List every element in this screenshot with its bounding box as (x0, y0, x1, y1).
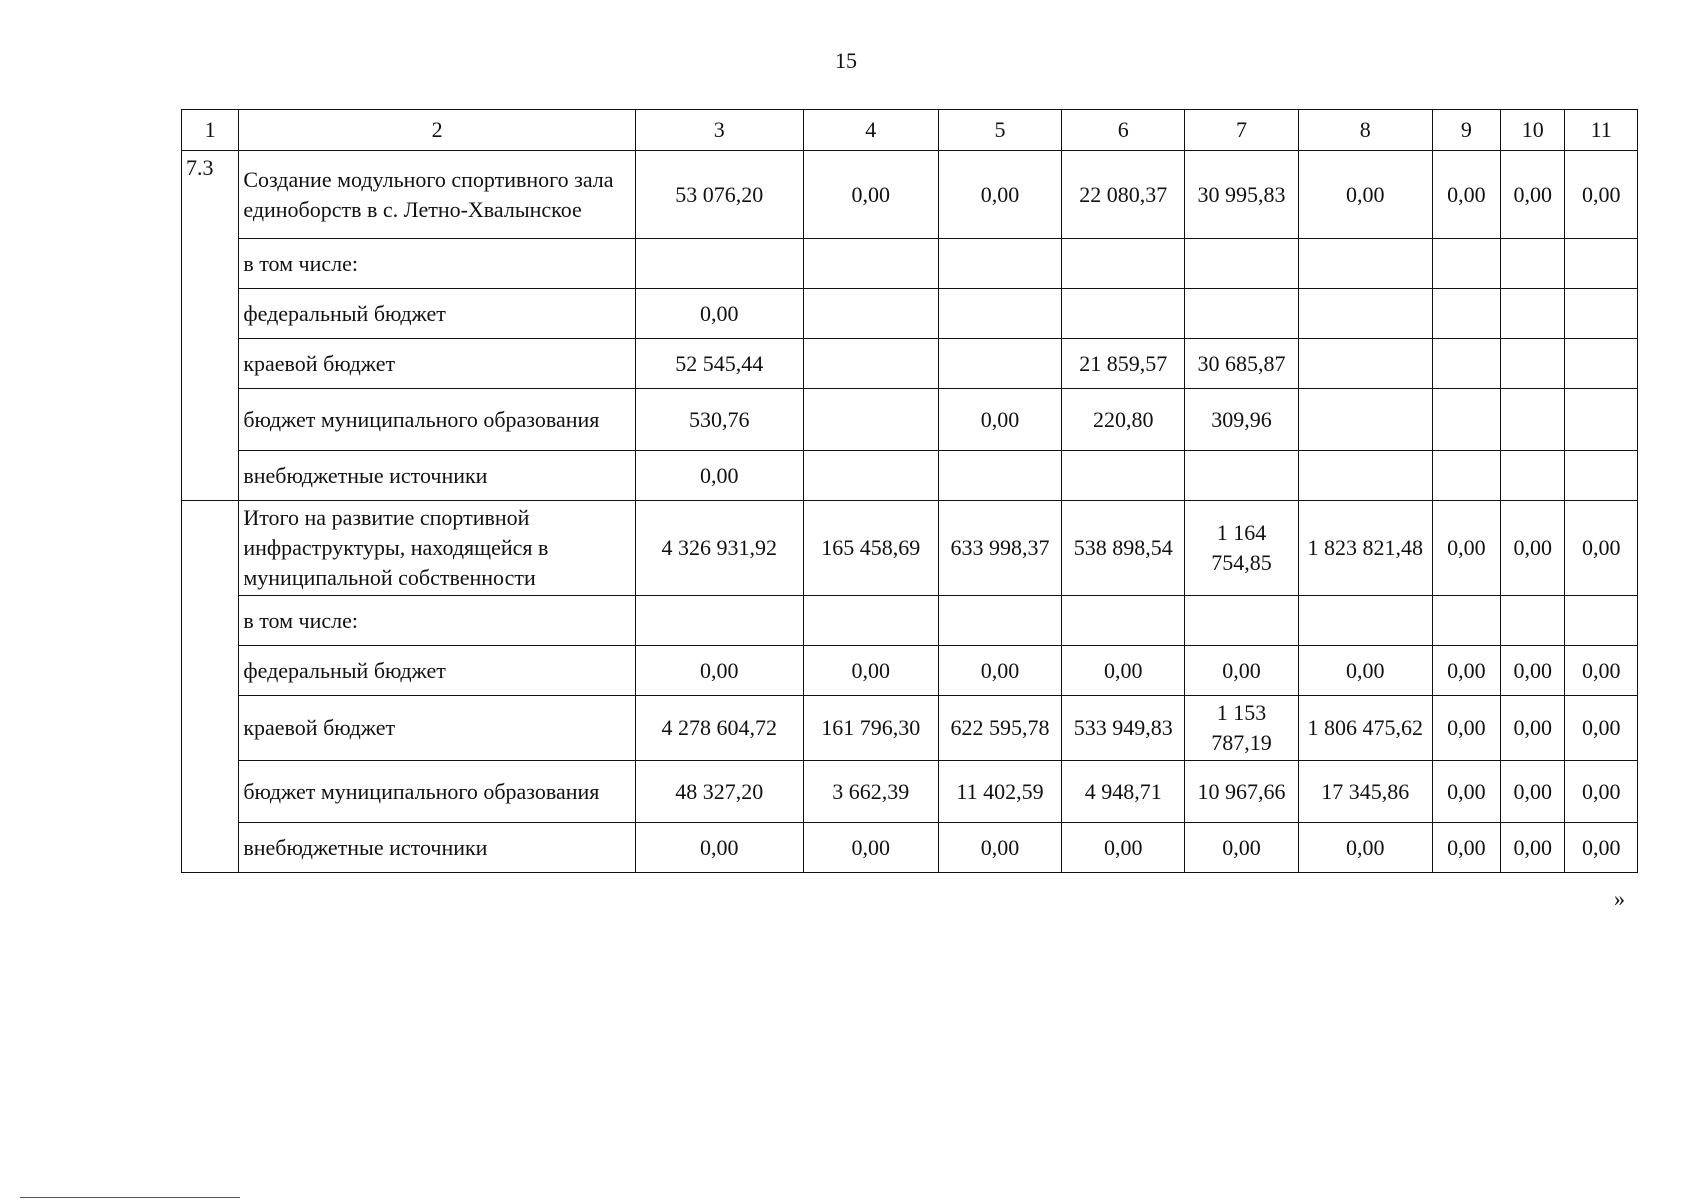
value-cell: 0,00 (635, 823, 803, 873)
value-cell (938, 451, 1062, 501)
table-row (182, 239, 1638, 289)
table-row (182, 151, 1638, 239)
header-cell: 11 (1565, 110, 1638, 151)
value-cell: 0,00 (1185, 646, 1299, 696)
header-cell: 8 (1298, 110, 1432, 151)
value-cell (1501, 339, 1565, 389)
row-label: бюджет муниципального образования (239, 389, 635, 451)
value-cell: 53 076,20 (635, 151, 803, 239)
table-row (182, 596, 1638, 646)
footer-divider (20, 1197, 240, 1198)
value-cell: 17 345,86 (1298, 761, 1432, 823)
table-row (182, 646, 1638, 696)
value-cell: 0,00 (1298, 646, 1432, 696)
value-cell: 533 949,83 (1062, 696, 1185, 761)
value-cell: 1 164 754,85 (1185, 501, 1299, 596)
value-cell: 22 080,37 (1062, 151, 1185, 239)
value-cell: 1 823 821,48 (1298, 501, 1432, 596)
page-number: 15 (835, 48, 857, 73)
value-cell: 0,00 (1501, 151, 1565, 239)
value-cell (1298, 289, 1432, 339)
value-cell (1501, 289, 1565, 339)
value-cell (803, 596, 938, 646)
row-label: бюджет муниципального образования (239, 761, 635, 823)
value-cell: 0,00 (1565, 646, 1638, 696)
value-cell (938, 239, 1062, 289)
value-cell (1185, 289, 1299, 339)
value-cell: 0,00 (635, 646, 803, 696)
value-cell: 0,00 (1501, 646, 1565, 696)
value-cell: 10 967,66 (1185, 761, 1299, 823)
header-cell: 3 (635, 110, 803, 151)
value-cell: 0,00 (1185, 823, 1299, 873)
value-cell: 4 948,71 (1062, 761, 1185, 823)
value-cell: 0,00 (803, 646, 938, 696)
value-cell (1565, 451, 1638, 501)
value-cell (1185, 239, 1299, 289)
value-cell (803, 239, 938, 289)
value-cell: 0,00 (1298, 823, 1432, 873)
value-cell: 0,00 (1432, 501, 1500, 596)
value-cell: 11 402,59 (938, 761, 1062, 823)
value-cell (938, 339, 1062, 389)
row-label: федеральный бюджет (239, 289, 635, 339)
value-cell (635, 596, 803, 646)
table-row (182, 339, 1638, 389)
value-cell: 30 995,83 (1185, 151, 1299, 239)
closing-quote: » (1614, 886, 1625, 911)
row-label: внебюджетные источники (239, 823, 635, 873)
value-cell: 0,00 (1062, 646, 1185, 696)
value-cell: 21 859,57 (1062, 339, 1185, 389)
value-cell (1432, 389, 1500, 451)
header-cell: 7 (1185, 110, 1299, 151)
value-cell: 0,00 (1565, 823, 1638, 873)
value-cell (1501, 389, 1565, 451)
value-cell: 0,00 (1565, 761, 1638, 823)
item-number-empty (182, 501, 239, 873)
value-cell (1501, 596, 1565, 646)
value-cell (1432, 596, 1500, 646)
value-cell (1565, 239, 1638, 289)
value-cell: 0,00 (635, 289, 803, 339)
value-cell: 0,00 (938, 389, 1062, 451)
value-cell: 0,00 (635, 451, 803, 501)
value-cell: 0,00 (1298, 151, 1432, 239)
value-cell (635, 239, 803, 289)
value-cell (1565, 289, 1638, 339)
table-row (182, 696, 1638, 761)
row-label: Создание модульного спортивного зала единоборств в с. Летно-Хвалынское (239, 151, 635, 239)
value-cell: 0,00 (1432, 823, 1500, 873)
row-label: внебюджетные источники (239, 451, 635, 501)
row-label: Итого на развитие спортивной инфраструктуры, находящейся в муниципальной собственности (239, 501, 635, 596)
value-cell (1062, 596, 1185, 646)
value-cell: 530,76 (635, 389, 803, 451)
item-number: 7.3 (182, 151, 239, 501)
value-cell: 220,80 (1062, 389, 1185, 451)
value-cell: 30 685,87 (1185, 339, 1299, 389)
value-cell: 0,00 (1432, 761, 1500, 823)
value-cell: 0,00 (1432, 696, 1500, 761)
value-cell: 0,00 (1501, 761, 1565, 823)
table-row (182, 451, 1638, 501)
table-row (182, 761, 1638, 823)
header-row (182, 110, 1638, 151)
header-cell: 4 (803, 110, 938, 151)
value-cell: 3 662,39 (803, 761, 938, 823)
value-cell (1062, 451, 1185, 501)
header-cell: 6 (1062, 110, 1185, 151)
value-cell: 165 458,69 (803, 501, 938, 596)
value-cell: 0,00 (803, 151, 938, 239)
row-label: в том числе: (239, 596, 635, 646)
value-cell (1501, 239, 1565, 289)
value-cell: 622 595,78 (938, 696, 1062, 761)
row-label: федеральный бюджет (239, 646, 635, 696)
value-cell: 0,00 (938, 646, 1062, 696)
value-cell (938, 596, 1062, 646)
value-cell (1298, 239, 1432, 289)
value-cell: 161 796,30 (803, 696, 938, 761)
value-cell: 0,00 (1501, 696, 1565, 761)
value-cell (803, 289, 938, 339)
table-row (182, 823, 1638, 873)
value-cell: 0,00 (803, 823, 938, 873)
value-cell: 0,00 (1501, 823, 1565, 873)
value-cell: 0,00 (1565, 151, 1638, 239)
header-cell: 10 (1501, 110, 1565, 151)
value-cell: 52 545,44 (635, 339, 803, 389)
value-cell (803, 339, 938, 389)
value-cell (1565, 389, 1638, 451)
value-cell: 1 806 475,62 (1298, 696, 1432, 761)
value-cell (1432, 339, 1500, 389)
value-cell: 0,00 (1565, 696, 1638, 761)
value-cell: 633 998,37 (938, 501, 1062, 596)
value-cell (1062, 289, 1185, 339)
value-cell (938, 289, 1062, 339)
header-cell: 5 (938, 110, 1062, 151)
value-cell: 4 278 604,72 (635, 696, 803, 761)
row-label: краевой бюджет (239, 696, 635, 761)
value-cell: 0,00 (1501, 501, 1565, 596)
value-cell (1298, 389, 1432, 451)
budget-table (181, 109, 1638, 873)
header-cell: 2 (239, 110, 635, 151)
value-cell: 309,96 (1185, 389, 1299, 451)
header-cell: 1 (182, 110, 239, 151)
value-cell (1501, 451, 1565, 501)
value-cell: 1 153 787,19 (1185, 696, 1299, 761)
value-cell (1185, 596, 1299, 646)
value-cell: 0,00 (1062, 823, 1185, 873)
value-cell: 0,00 (1432, 646, 1500, 696)
value-cell (1432, 239, 1500, 289)
value-cell (1298, 339, 1432, 389)
value-cell (1062, 239, 1185, 289)
value-cell: 0,00 (938, 151, 1062, 239)
value-cell (1565, 596, 1638, 646)
table-row (182, 289, 1638, 339)
value-cell: 48 327,20 (635, 761, 803, 823)
table-row (182, 501, 1638, 596)
value-cell (1432, 289, 1500, 339)
table-row (182, 389, 1638, 451)
value-cell: 0,00 (1432, 151, 1500, 239)
value-cell: 0,00 (938, 823, 1062, 873)
value-cell (803, 451, 938, 501)
value-cell (803, 389, 938, 451)
value-cell: 4 326 931,92 (635, 501, 803, 596)
value-cell: 538 898,54 (1062, 501, 1185, 596)
value-cell (1298, 451, 1432, 501)
value-cell (1565, 339, 1638, 389)
value-cell (1185, 451, 1299, 501)
row-label: краевой бюджет (239, 339, 635, 389)
value-cell (1432, 451, 1500, 501)
row-label: в том числе: (239, 239, 635, 289)
value-cell (1298, 596, 1432, 646)
header-cell: 9 (1432, 110, 1500, 151)
value-cell: 0,00 (1565, 501, 1638, 596)
